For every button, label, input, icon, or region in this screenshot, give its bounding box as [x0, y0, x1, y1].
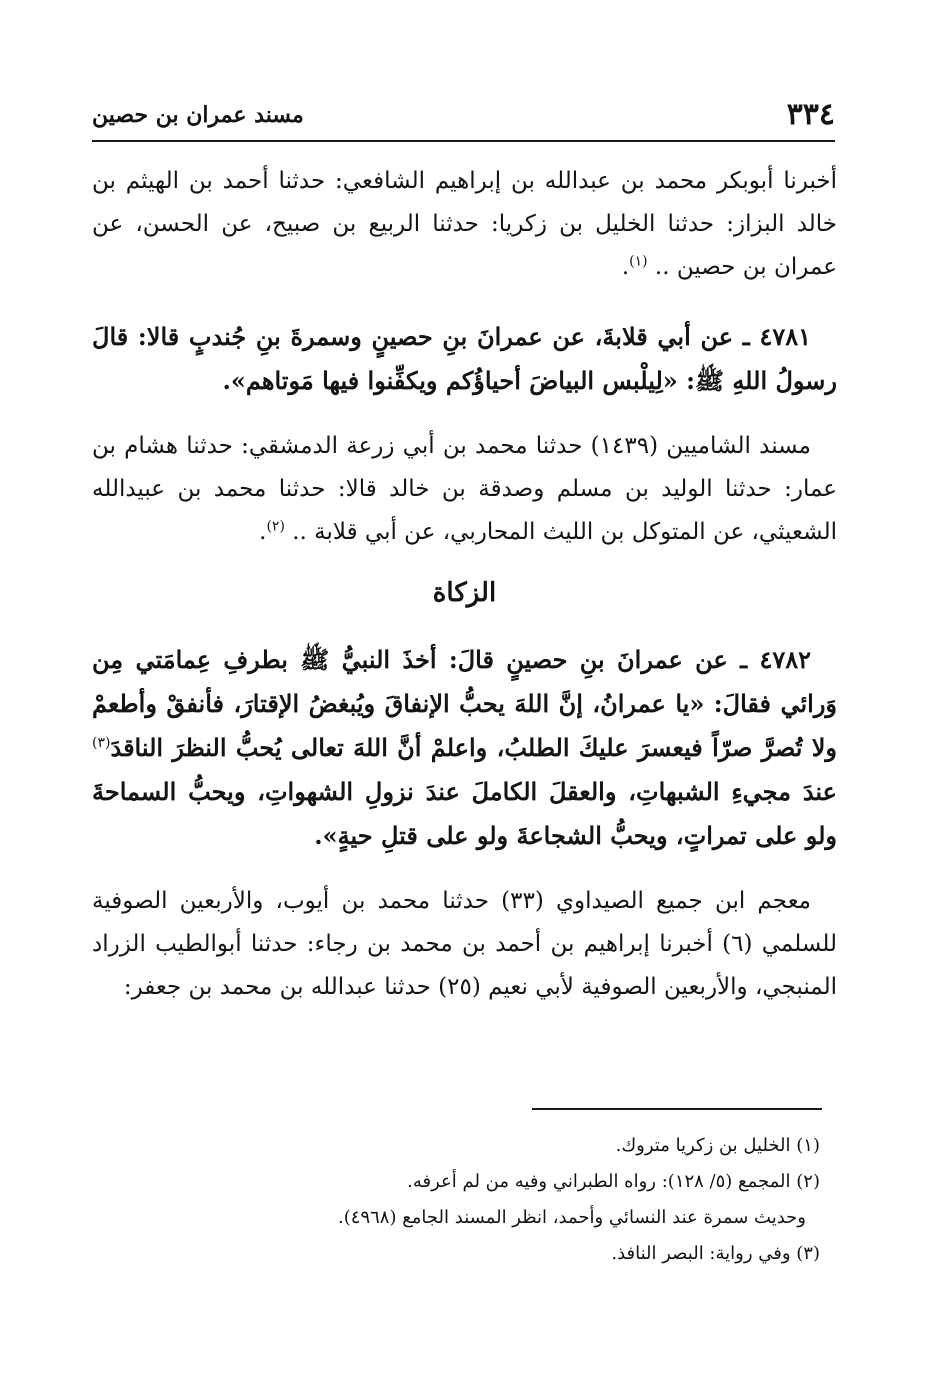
- footnote-ref-2[interactable]: (٢): [266, 518, 285, 535]
- footnote-ref-3[interactable]: (٣): [92, 735, 111, 751]
- footnote-separator: [532, 1108, 822, 1110]
- footnotes: [92, 1128, 820, 1272]
- isnad-paragraph-2: [92, 425, 837, 554]
- footnote-3: (٣) وفي رواية: البصر النافذ.: [611, 1243, 820, 1264]
- isnad-paragraph-1-text: أخبرنا أبوبكر محمد بن عبدالله بن إبراهيم الشافعي: حدثنا أحمد بن الهيثم بن خالد البزاز: حدثنا الخليل بن زكريا: حدثنا الربيع بن صبيح، عن الحسن، عن عمران بن حصين ..: [92, 168, 837, 280]
- page-body: [92, 160, 837, 1009]
- isnad-paragraph-2-end: .: [259, 519, 267, 545]
- spacer: [92, 403, 837, 425]
- hadith-4782-text-part2: عندَ مجيءِ الشبهاتِ، والعقلَ الكاملَ عندَ نزولِ الشهواتِ، ويحبُّ السماحةَ ولو على تمراتٍ، ويحبُّ الشجاعةَ ولو على قتلِ حيةٍ».: [92, 777, 837, 850]
- isnad-paragraph-1-end: .: [621, 254, 630, 280]
- isnad-paragraph-3: معجم ابن جميع الصيداوي (٣٣) حدثنا محمد بن أيوب، والأربعين الصوفية للسلمي (٦) أخبرنا إبراهيم بن أحمد بن محمد بن رجاء: حدثنا أبوالطيب الزراد المنبجي، والأربعين الصوفية لأبي نعيم (٢٥) حدثنا عبدالله بن محمد بن جعفر:: [92, 888, 837, 1000]
- footnote-2: (٢) المجمع (٥/ ١٢٨): رواه الطبراني وفيه من لم أعرفه.: [407, 1171, 820, 1192]
- page-number: ٣٣٤: [786, 97, 835, 132]
- footnote-2-continuation: وحديث سمرة عند النسائي وأحمد، انظر المسند الجامع (٤٩٦٨).: [338, 1207, 806, 1228]
- hadith-4782-text-part1: ٤٧٨٢ ـ عن عمرانَ بنِ حصينٍ قالَ: أخذَ النبيُّ ﷺ بطرفِ عِمامَتي مِن وَرائي فقالَ: «يا عمرانُ، إنَّ اللهَ يحبُّ الإنفاقَ ويُبغضُ الإقتارَ، فأنفقْ وأطعمْ ولا تُصرَّ صرّاً فيعسرَ عليكَ الطلبُ، واعلمْ أنَّ اللهَ تعالى يُحبُّ النظرَ الناقدَ: [92, 645, 837, 762]
- running-title: مسند عمران بن حصين: [92, 102, 304, 128]
- page-header: [92, 96, 835, 134]
- hadith-4782: [92, 638, 837, 858]
- spacer: [92, 858, 837, 880]
- footnote-ref-1[interactable]: (١): [629, 253, 648, 270]
- hadith-4781: ٤٧٨١ ـ عن أبي قلابةَ، عن عمرانَ بنِ حصينٍ وسمرةَ بنِ جُندبٍ قالا: قالَ رسولُ اللهِ ﷺ: «لِيلْبس البياضَ أحياؤُكم ويكفِّنوا فيها مَوتاهم».: [92, 322, 837, 395]
- header-rule: [92, 140, 835, 142]
- spacer: [92, 289, 837, 315]
- section-title: الزكاة: [432, 578, 497, 608]
- isnad-paragraph-1: [92, 160, 837, 289]
- isnad-paragraph-2-text: مسند الشاميين (١٤٣٩) حدثنا محمد بن أبي زرعة الدمشقي: حدثنا هشام بن عمار: حدثنا الوليد بن مسلم وصدقة بن خالد قالا: حدثنا محمد بن عبيدالله الشعيثي، عن المتوكل بن الليث المحاربي، عن أبي قلابة ..: [92, 433, 837, 545]
- footnote-1: (١) الخليل بن زكريا متروك.: [615, 1135, 820, 1156]
